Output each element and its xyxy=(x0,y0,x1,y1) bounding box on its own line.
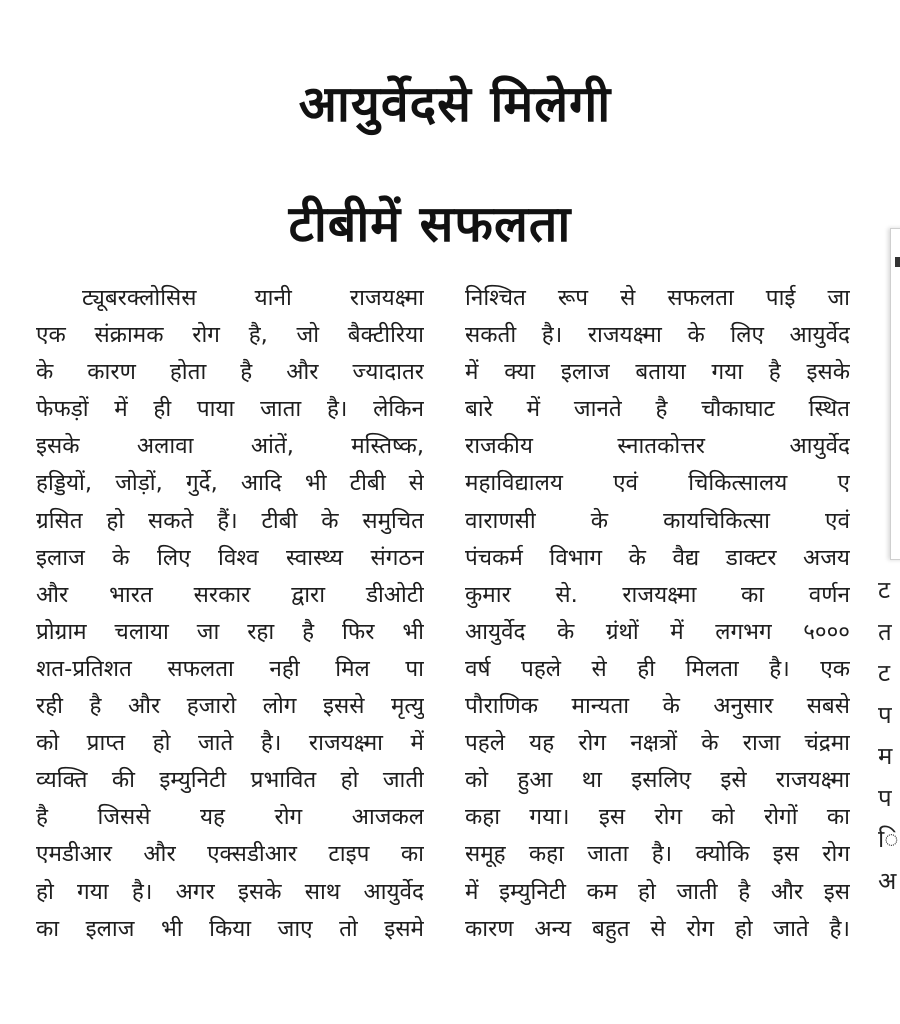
text-line: एमडीआर और एक्सडीआर टाइप का xyxy=(36,841,424,868)
fragment-glyph: ट xyxy=(878,576,891,604)
text-line: शत-प्रतिशत सफलता नही मिल पा xyxy=(36,655,424,682)
text-line: में क्या इलाज बताया गया है इसके xyxy=(465,359,850,386)
folded-page-edge xyxy=(890,228,900,560)
headline-line-1: आयुर्वेदसे मिलेगी xyxy=(298,75,612,133)
text-line: कहा गया। इस रोग को रोगों का xyxy=(465,804,850,831)
text-line: पहले यह रोग नक्षत्रों के राजा चंद्रमा xyxy=(465,730,850,757)
article-column-right xyxy=(465,280,850,948)
text-line: और भारत सरकार द्वारा डीओटी xyxy=(36,581,424,608)
text-line: फेफड़ों में ही पाया जाता है। लेकिन xyxy=(36,396,424,423)
text-line: इसके अलावा आंतें, मस्तिष्क, xyxy=(36,433,424,460)
text-line: हड्डियों, जोड़ों, गुर्दे, आदि भी टीबी से xyxy=(36,470,424,497)
text-line: निश्चित रूप से सफलता पाई जा xyxy=(465,285,850,311)
text-line: का इलाज भी किया जाए तो इसमे xyxy=(36,915,424,942)
text-line: बारे में जानते है चौकाघाट स्थित xyxy=(465,396,850,423)
text-line: महाविद्यालय एवं चिकित्सालय ए xyxy=(465,470,850,497)
text-line: रही है और हजारो लोग इससे मृत्यु xyxy=(36,693,424,720)
text-line: कारण अन्य बहुत से रोग हो जाते है। xyxy=(465,915,850,942)
fragment-glyph: ट xyxy=(878,659,891,687)
text-line: पौराणिक मान्यता के अनुसार सबसे xyxy=(465,693,850,720)
fragment-glyph: त xyxy=(878,617,892,646)
text-line: के कारण होता है और ज्यादातर xyxy=(36,359,424,386)
fragment-glyph: ि xyxy=(878,825,899,853)
text-line: इलाज के लिए विश्व स्वास्थ्य संगठन xyxy=(36,544,424,571)
adjacent-column-fragment xyxy=(878,570,900,902)
text-line: राजकीय स्नातकोत्तर आयुर्वेद xyxy=(465,433,850,460)
text-line: आयुर्वेद के ग्रंथों में लगभग ५००० xyxy=(465,618,850,645)
text-line: ट्यूबरक्लोसिस यानी राजयक्ष्मा xyxy=(82,285,424,311)
text-line: में इम्युनिटी कम हो जाती है और इस xyxy=(465,878,850,905)
text-line: व्यक्ति की इम्युनिटी प्रभावित हो जाती xyxy=(36,767,424,794)
text-line: सकती है। राजयक्ष्मा के लिए आयुर्वेद xyxy=(465,322,850,349)
fragment-glyph: म xyxy=(878,742,893,770)
text-line: पंचकर्म विभाग के वैद्य डाक्टर अजय xyxy=(465,544,850,571)
text-line: प्रोग्राम चलाया जा रहा है फिर भी xyxy=(36,618,424,645)
text-line: एक संक्रामक रोग है, जो बैक्टीरिया xyxy=(36,322,424,349)
text-line: को हुआ था इसलिए इसे राजयक्ष्मा xyxy=(465,767,850,794)
text-line: वर्ष पहले से ही मिलता है। एक xyxy=(465,655,850,682)
fragment-glyph: प xyxy=(878,783,892,812)
text-line: समूह कहा जाता है। क्योकि इस रोग xyxy=(465,841,850,868)
text-line: ग्रसित हो सकते हैं। टीबी के समुचित xyxy=(36,507,424,534)
text-line: वाराणसी के कायचिकित्सा एवं xyxy=(465,507,850,534)
text-line: कुमार से. राजयक्ष्मा का वर्णन xyxy=(465,581,850,608)
text-line: हो गया है। अगर इसके साथ आयुर्वेद xyxy=(36,878,424,905)
fold-mark xyxy=(895,257,900,267)
fragment-glyph: प xyxy=(878,700,892,729)
fragment-glyph: अ xyxy=(878,866,897,895)
text-line: को प्राप्त हो जाते है। राजयक्ष्मा में xyxy=(36,730,424,757)
article-column-left xyxy=(36,280,424,948)
headline-line-2: टीबीमें सफलता xyxy=(288,195,572,253)
article-headline xyxy=(0,44,900,284)
text-line: है जिससे यह रोग आजकल xyxy=(36,804,424,831)
